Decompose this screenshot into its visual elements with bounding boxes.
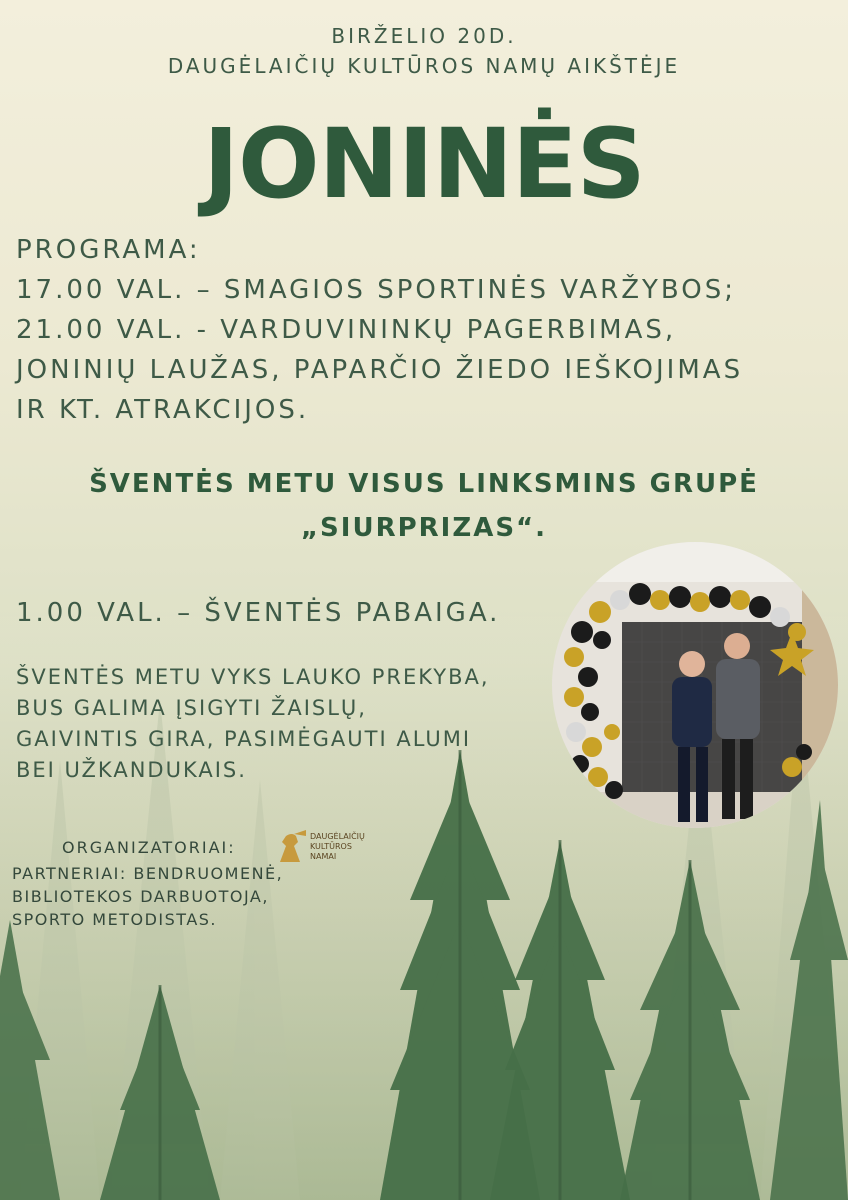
band-photo <box>552 542 838 828</box>
logo-text <box>310 832 365 862</box>
organizers-label: ORGANIZATORIAI: <box>62 838 236 857</box>
event-title: JONINĖS <box>203 108 645 220</box>
trade-line: BEI UŽKANDUKAIS. <box>16 758 247 782</box>
event-venue: DAUGĖLAIČIŲ KULTŪROS NAMŲ AIKŠTĖJE <box>167 54 681 78</box>
program-line: 17.00 VAL. – SMAGIOS SPORTINĖS VARŽYBOS; <box>16 275 736 305</box>
program-line: JONINIŲ LAUŽAS, PAPARČIO ŽIEDO IEŠKOJIMAS <box>16 355 744 385</box>
trade-line: GAIVINTIS GIRA, PASIMĖGAUTI ALUMI <box>16 727 472 751</box>
band-announcement <box>0 462 848 550</box>
event-date: BIRŽELIO 20D. <box>331 24 517 48</box>
logo-text-line: NAMAI <box>310 852 337 861</box>
event-end-time: 1.00 VAL. – ŠVENTĖS PABAIGA. <box>16 598 501 628</box>
program-list <box>16 230 743 430</box>
program-line: 21.00 VAL. - VARDUVININKŲ PAGERBIMAS, <box>16 315 677 345</box>
band-line-2: „SIURPRIZAS“. <box>300 513 548 543</box>
logo-text-line: KULTŪROS <box>310 842 352 851</box>
trade-info <box>16 662 490 786</box>
partners-list <box>12 862 283 931</box>
program-line: IR KT. ATRAKCIJOS. <box>16 395 310 425</box>
trade-line: BUS GALIMA ĮSIGYTI ŽAISLŲ, <box>16 696 367 720</box>
partners-line: PARTNERIAI: BENDRUOMENĖ, <box>12 864 284 883</box>
band-photo-illustration <box>552 542 838 828</box>
program-heading: PROGRAMA: <box>16 235 201 265</box>
partners-line: BIBLIOTEKOS DARBUOTOJA, <box>12 887 269 906</box>
logo-text-line: DAUGĖLAIČIŲ <box>310 832 365 841</box>
trade-line: ŠVENTĖS METU VYKS LAUKO PREKYBA, <box>16 665 490 689</box>
partners-line: SPORTO METODISTAS. <box>12 910 217 929</box>
band-line-1: ŠVENTĖS METU VISUS LINKSMINS GRUPĖ <box>89 469 759 499</box>
